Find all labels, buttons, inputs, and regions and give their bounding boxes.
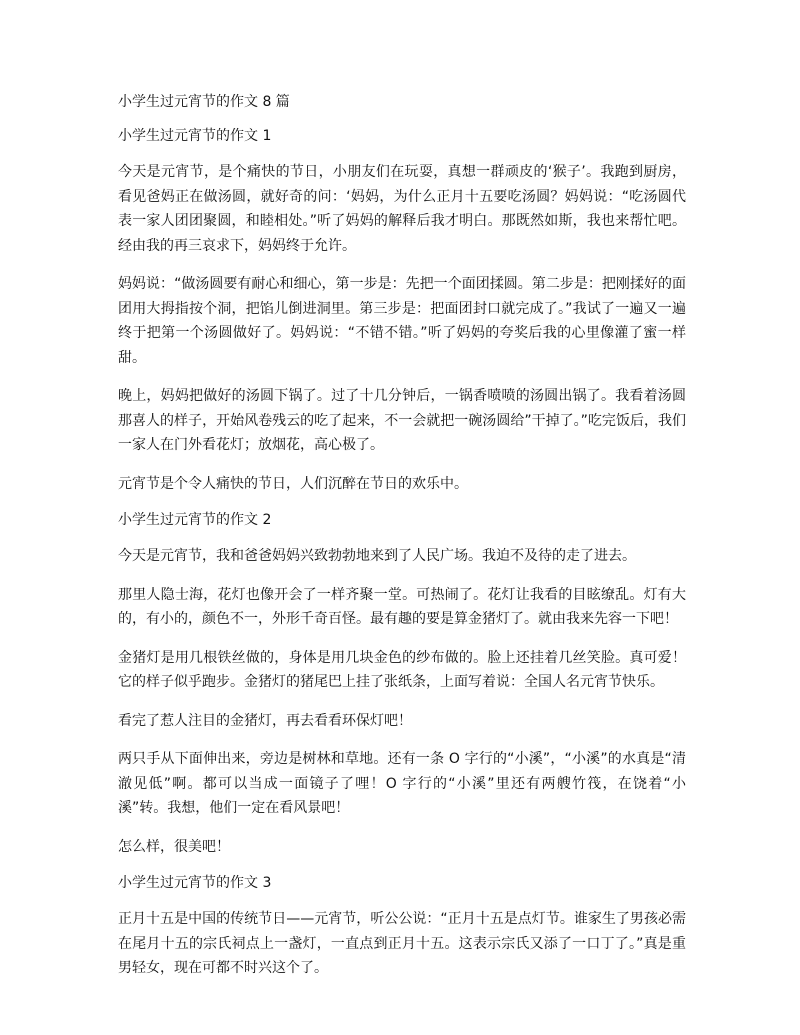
paragraph: 看完了惹人注目的金猪灯，再去看看环保灯吧！ [118,712,412,729]
paragraph: 今天是元宵节，是个痛快的节日，小朋友们在玩耍，真想一群顽皮的‘猴子’。我跑到厨房，看见爸妈正在做汤圆，就好奇的问：‘妈妈，为什么正月十五要吃汤圆？妈妈说：“吃汤圆代表一家人团团聚圆，和睦相处。”听了妈妈的解释后我才明白。那既然如斯，我也来帮忙吧。经由我的再三哀求下，妈妈终于允许。 [118,164,686,254]
section-heading: 小学生过元宵节的作文 1 [118,128,272,144]
document-page [118,92,686,995]
paragraph: 两只手从下面伸出来，旁边是树林和草地。还有一条 O 字行的“小溪”，“小溪”的水真是“清澈见低”啊。都可以当成一面镜子了哩！O 字行的“小溪”里还有两艘竹筏，在饶着“小溪”转。我想，他们一定在看风景吧！ [118,751,686,816]
paragraph: 妈妈说：“做汤圆要有耐心和细心，第一步是：先把一个面团揉圆。第二步是：把刚揉好的面团用大拇指按个洞，把馅儿倒进洞里。第三步是：把面团封口就完成了。”我试了一遍又一遍终于把第一个汤圆做好了。妈妈说：“不错不错。”听了妈妈的夸奖后我的心里像灌了蜜一样甜。 [118,276,686,366]
paragraph: 正月十五是中国的传统节日——元宵节，听公公说：“正月十五是点灯节。谁家生了男孩必需在尾月十五的宗氏祠点上一盏灯，一直点到正月十五。这表示宗氏又添了一口丁了。”真是重男轻女，现在可都不时兴这个了。 [118,911,686,976]
document-title: 小学生过元宵节的作文 8 篇 [118,94,290,110]
paragraph: 今天是元宵节，我和爸爸妈妈兴致勃勃地来到了人民广场。我迫不及待的走了进去。 [118,548,636,564]
paragraph: 那里人隐士海，花灯也像开会了一样齐聚一堂。可热闹了。花灯让我看的目眩缭乱。灯有大的，有小的，颜色不一，外形千奇百怪。最有趣的要是算金猪灯了。就由我来先容一下吧！ [118,586,686,627]
section-heading: 小学生过元宵节的作文 2 [118,512,272,528]
paragraph: 金猪灯是用几根铁丝做的，身体是用几块金色的纱布做的。脸上还挂着几丝笑脸。真可爱！它的样子似乎跑步。金猪灯的猪尾巴上挂了张纸条，上面写着说：全国人名元宵节快乐。 [118,649,686,690]
paragraph: 怎么样，很美吧！ [118,838,230,855]
paragraph: 元宵节是个令人痛快的节日，人们沉醉在节日的欢乐中。 [118,475,468,492]
section-heading: 小学生过元宵节的作文 3 [118,875,272,891]
paragraph: 晚上，妈妈把做好的汤圆下锅了。过了十几分钟后，一锅香喷喷的汤圆出锅了。我看着汤圆那喜人的样子，开始风卷残云的吃了起来，不一会就把一碗汤圆给”干掉了。”吃完饭后，我们一家人在门外看花灯；放烟花，高心极了。 [118,388,686,453]
